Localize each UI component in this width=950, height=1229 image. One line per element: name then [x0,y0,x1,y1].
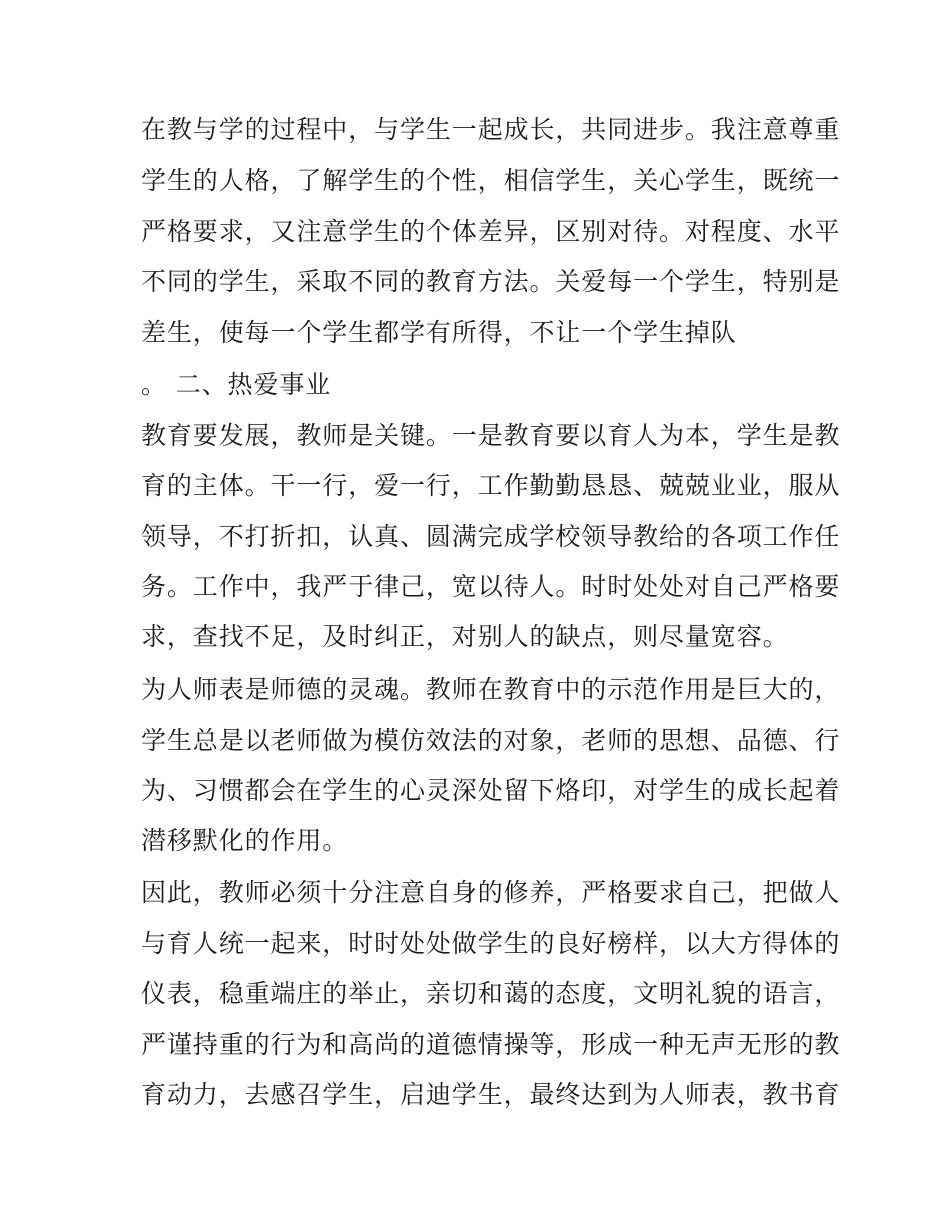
text-line: 领导，不打折扣，认真、圆满完成学校领导教给的各项工作任 [141,522,841,551]
text-line: 育动力，去感召学生，启迪学生，最终达到为人师表，教书育 [141,1080,841,1109]
text-line: 不同的学生，采取不同的教育方法。关爱每一个学生，特别是 [141,267,841,296]
text-line: 求，查找不足，及时纠正，对别人的缺点，则尽量宽容。 [141,622,789,651]
text-line: 为人师表是师德的灵魂。教师在教育中的示范作用是巨大的， [141,675,841,704]
text-line: 育的主体。干一行，爱一行，工作勤勤恳恳、兢兢业业，服从 [141,471,841,500]
text-line: 严格要求，又注意学生的个体差异，区别对待。对程度、水平 [141,217,841,246]
text-line: 学生总是以老师做为模仿效法的对象，老师的思想、品德、行 [141,726,841,755]
text-line: 为、习惯都会在学生的心灵深处留下烙印，对学生的成长起着 [141,776,841,805]
text-line: 仪表，稳重端庄的举止，亲切和蔼的态度，文明礼貌的语言， [141,979,841,1008]
section-heading: 。 二、热爱事业 [141,370,332,399]
text-line: 在教与学的过程中，与学生一起成长，共同进步。我注意尊重 [141,115,841,144]
text-line: 教育要发展，教师是关键。一是教育要以育人为本，学生是教 [141,421,841,450]
text-line: 学生的人格，了解学生的个性，相信学生，关心学生，既统一 [141,166,841,195]
text-line: 与育人统一起来，时时处处做学生的良好榜样，以大方得体的 [141,929,841,958]
text-line: 差生，使每一个学生都学有所得，不让一个学生掉队 [141,318,737,347]
text-line: 潜移默化的作用。 [141,826,349,855]
text-line: 务。工作中，我严于律己，宽以待人。时时处处对自己严格要 [141,572,841,601]
text-line: 因此，教师必须十分注意自身的修养，严格要求自己，把做人 [141,878,841,907]
text-line: 严谨持重的行为和高尚的道德情操等，形成一种无声无形的教 [141,1030,841,1059]
